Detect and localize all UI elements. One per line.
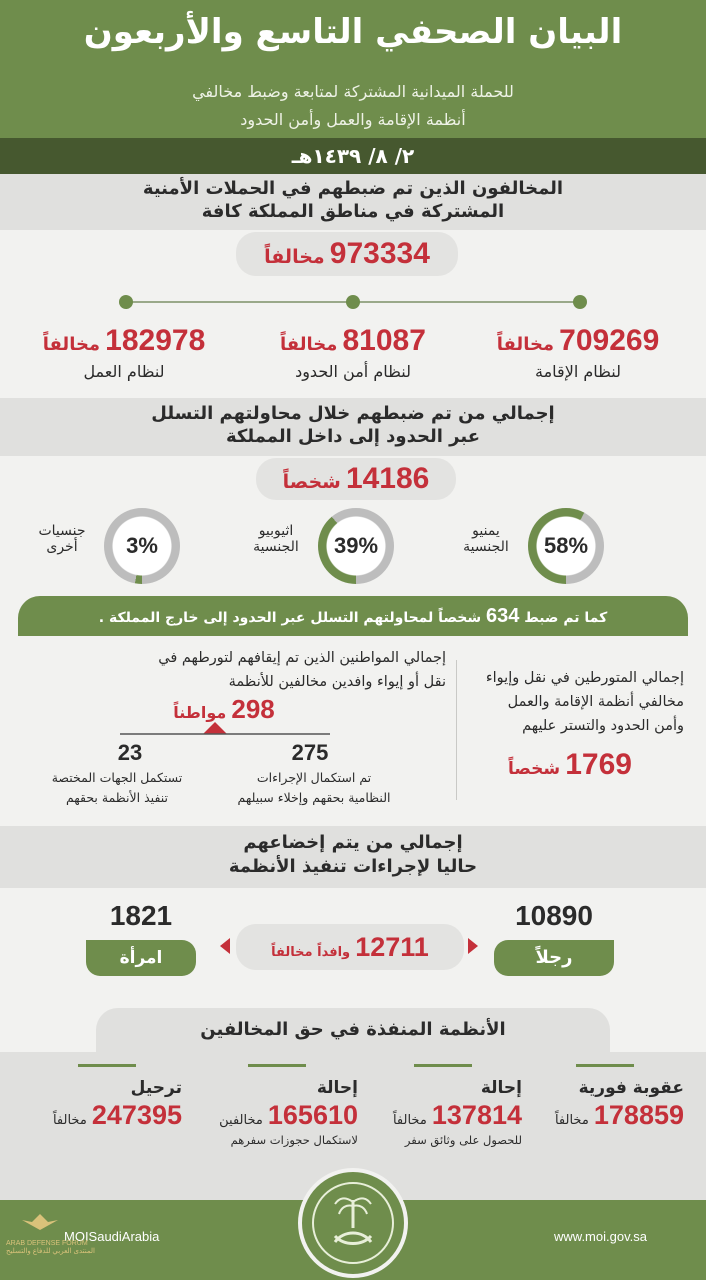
arrow-right-icon <box>468 938 480 954</box>
procedures-total-value: 12711 <box>355 932 429 962</box>
nationality-ring <box>318 508 394 584</box>
website-link[interactable] <box>554 1229 647 1244</box>
penalty-accent <box>576 1064 634 1067</box>
violator-label: لنظام الإقامة <box>535 362 621 381</box>
nationality-label-1: جنسيات <box>38 523 86 539</box>
watermark-line: ARAB DEFENSE FORUM <box>6 1240 88 1247</box>
branch-completed-line: النظامية بحقهم وإخلاء سبيلهم <box>237 790 391 805</box>
nationality-ring <box>528 508 604 584</box>
violator-value: 182978 <box>105 324 206 357</box>
penalty-heading: إحالة <box>316 1078 358 1098</box>
header-banner <box>0 0 706 138</box>
branch-completed-line: تم استكمال الإجراءات <box>256 770 372 785</box>
arrow-left-icon <box>220 938 232 954</box>
procedures-total-pill <box>236 924 464 970</box>
penalties-title-tab <box>96 1008 610 1052</box>
exit-text-pre: كما تم ضبط <box>524 610 608 626</box>
nationality-percent: 58% <box>528 508 604 584</box>
violator-item-border <box>253 324 453 381</box>
violator-item-residence <box>478 324 678 381</box>
penalty-value: 137814 <box>431 1100 522 1130</box>
infiltration-total-value: 14186 <box>345 462 430 495</box>
branch-pending-line: تنفيذ الأنظمة بحقهم <box>65 790 169 805</box>
timeline-dot <box>573 295 587 309</box>
citizens-line: نقل أو إيواء وافدين مخالفين للأنظمة <box>228 674 446 690</box>
nationality-label <box>26 523 98 555</box>
penalty-value: 165610 <box>267 1100 358 1130</box>
nationality-label-2: أخرى <box>46 539 78 555</box>
penalty-value: 178859 <box>593 1100 684 1130</box>
penalty-note: للحصول على وثائق سفر <box>404 1133 522 1147</box>
procedures-title-1: إجمالي من يتم إخضاعهم <box>243 832 463 853</box>
penalty-note: لاستكمال حجوزات سفرهم <box>230 1133 358 1147</box>
penalty-accent <box>78 1064 136 1067</box>
women-value: 1821 <box>109 900 173 931</box>
penalty-item-deport <box>20 1078 182 1131</box>
violators-total-value: 973334 <box>329 237 430 270</box>
infiltration-total-pill <box>256 458 456 500</box>
branch-completed-value: 275 <box>291 740 329 765</box>
harboring-line: إجمالي المتورطين في نقل وإيواء <box>485 670 684 686</box>
harboring-involved-unit: شخصاً <box>508 759 561 779</box>
section-divider <box>456 660 457 800</box>
exit-attempts-band <box>18 596 688 636</box>
nationality-label-1: اثيوبيو <box>258 523 294 539</box>
penalty-heading: إحالة <box>480 1078 522 1098</box>
citizens-unit: مواطناً <box>173 703 227 722</box>
watermark <box>6 1240 114 1255</box>
ministry-emblem <box>298 1168 408 1278</box>
penalty-accent <box>414 1064 472 1067</box>
harboring-line: وأمن الحدود والتستر عليهم <box>522 718 684 734</box>
men-value: 10890 <box>515 900 593 931</box>
penalties-title: الأنظمة المنفذة في حق المخالفين <box>200 1019 506 1040</box>
social-handle-text: MOISaudiArabia <box>64 1229 160 1244</box>
penalty-unit: مخالفاً <box>554 1113 589 1128</box>
nationality-percent: 39% <box>318 508 394 584</box>
penalty-accent <box>248 1064 306 1067</box>
harboring-involved-text <box>464 666 684 738</box>
men-label: رجلاً <box>494 940 614 976</box>
nationality-label <box>240 523 312 555</box>
violators-total-unit: مخالفاً <box>264 246 325 268</box>
violators-total-pill <box>236 232 458 276</box>
violators-title-2: المشتركة في مناطق المملكة كافة <box>201 201 505 222</box>
eagle-icon <box>20 1210 60 1238</box>
date: ٢/ ٨/ ١٤٣٩هـ <box>291 144 415 168</box>
penalty-item-immediate <box>526 1078 684 1131</box>
penalty-value: 247395 <box>91 1100 182 1130</box>
harboring-line: مخالفي أنظمة الإقامة والعمل <box>507 694 684 710</box>
procedures-total-unit: وافداً مخالفاً <box>271 945 351 960</box>
timeline-dot <box>119 295 133 309</box>
citizens-text <box>34 646 446 694</box>
branch-pending-line: تستكمل الجهات المختصة <box>51 770 183 785</box>
citizens-value: 298 <box>231 694 275 724</box>
nationality-label-2: الجنسية <box>463 539 509 555</box>
infiltration-title-2: عبر الحدود إلى داخل المملكة <box>225 426 480 447</box>
penalty-item-documents <box>362 1078 522 1147</box>
nationality-ring <box>104 508 180 584</box>
violator-label: لنظام أمن الحدود <box>295 362 411 381</box>
page-title: البيان الصحفي التاسع والأربعون <box>83 12 623 52</box>
violator-unit: مخالفاً <box>42 334 101 355</box>
exit-value: 634 <box>485 605 520 627</box>
procedures-title-2: حاليا لإجراءات تنفيذ الأنظمة <box>228 856 478 877</box>
harboring-involved-total <box>470 748 670 782</box>
page-subtitle-2: أنظمة الإقامة والعمل وأمن الحدود <box>240 110 466 129</box>
nationality-label-2: الجنسية <box>253 539 299 555</box>
citizens-line: إجمالي المواطنين الذين تم إيقافهم لتورطهم في <box>158 650 446 666</box>
branch-completed-text <box>222 768 406 808</box>
exit-text-post: شخصاً لمحاولتهم التسلل عبر الحدود إلى خارج المملكة . <box>98 610 482 626</box>
page-subtitle-1: للحملة الميدانية المشتركة لمتابعة وضبط مخالفي <box>192 82 514 101</box>
nationality-percent: 3% <box>104 508 180 584</box>
infiltration-title-band <box>0 398 706 456</box>
infiltration-title-1: إجمالي من تم ضبطهم خلال محاولتهم التسلل <box>151 403 555 424</box>
nationality-label-1: يمنيو <box>472 523 500 539</box>
violator-item-labor <box>24 324 224 381</box>
penalty-unit: مخالفين <box>219 1113 263 1128</box>
nationality-label <box>450 523 522 555</box>
infiltration-total-unit: شخصاً <box>282 471 341 493</box>
penalty-unit: مخالفاً <box>52 1113 87 1128</box>
website-text: www.moi.gov.sa <box>554 1229 647 1244</box>
violators-title-1: المخالفون الذين تم ضبطهم في الحملات الأمنية <box>142 178 564 199</box>
procedures-title-band <box>0 826 706 888</box>
violator-unit: مخالفاً <box>496 334 555 355</box>
violators-title-band <box>0 174 706 230</box>
watermark-line: المنتدى العربي للدفاع والتسليح <box>6 1248 95 1255</box>
penalty-unit: مخالفاً <box>392 1113 427 1128</box>
timeline-dot <box>346 295 360 309</box>
violator-value: 81087 <box>342 324 426 357</box>
branch-pending-text <box>32 768 202 808</box>
eagle-logo <box>20 1210 60 1238</box>
branch-pending-value: 23 <box>117 740 143 765</box>
violator-unit: مخالفاً <box>280 334 338 355</box>
violator-label: لنظام العمل <box>83 362 165 381</box>
penalty-heading: ترحيل <box>130 1078 182 1098</box>
violator-value: 709269 <box>559 324 660 357</box>
penalty-item-travel <box>186 1078 358 1147</box>
penalty-heading: عقوبة فورية <box>578 1078 684 1098</box>
harboring-involved-value: 1769 <box>565 748 632 781</box>
date-band <box>0 138 706 174</box>
women-label: امرأة <box>86 940 196 976</box>
palm-swords-emblem-icon <box>302 1172 404 1274</box>
